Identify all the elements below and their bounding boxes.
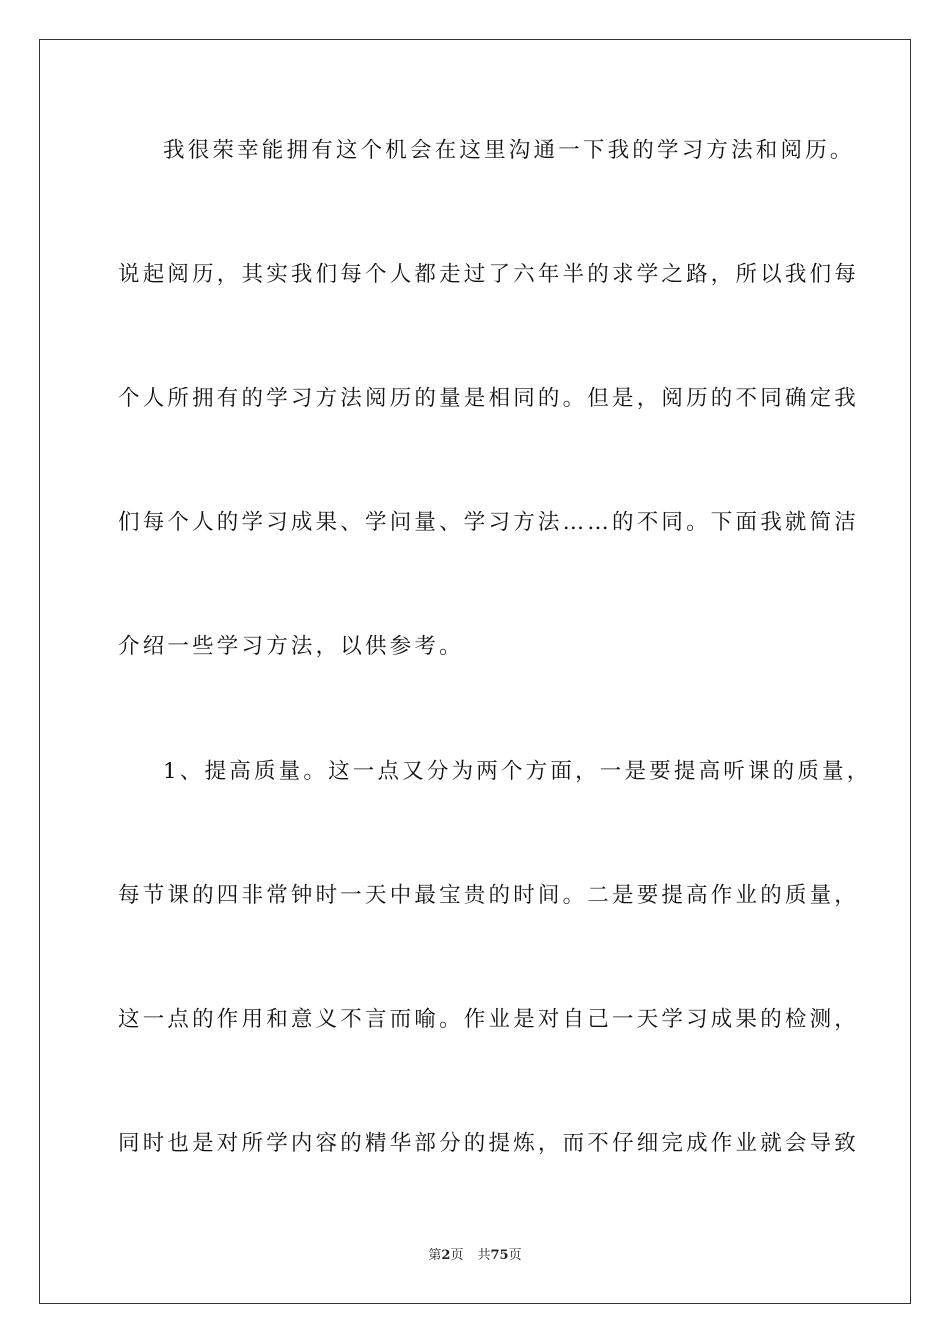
page-border xyxy=(39,39,911,1304)
total-pages: 75 xyxy=(490,1248,509,1263)
paragraph-line-5: 介绍一些学习方法，以供参考。 xyxy=(118,634,464,659)
total-suffix: 页 xyxy=(508,1248,522,1263)
page-footer xyxy=(0,1247,950,1265)
paragraph-line-4: 们每个人的学习成果、学问量、学习方法……的不同。下面我就简洁 xyxy=(118,510,860,535)
paragraph-line-7: 每节课的四非常钟时一天中最宝贵的时间。二是要提高作业的质量， xyxy=(118,883,860,908)
paragraph-line-2: 说起阅历，其实我们每个人都走过了六年半的求学之路，所以我们每 xyxy=(118,262,860,287)
page-prefix: 第 xyxy=(428,1248,442,1263)
page-suffix: 页 xyxy=(450,1248,464,1263)
paragraph-line-1: 我很荣幸能拥有这个机会在这里沟通一下我的学习方法和阅历。 xyxy=(163,138,855,163)
page-number: 2 xyxy=(441,1248,451,1263)
paragraph-line-9: 同时也是对所学内容的精华部分的提炼，而不仔细完成作业就会导致 xyxy=(118,1131,860,1156)
paragraph-line-6: 1、提高质量。这一点又分为两个方面，一是要提高听课的质量， xyxy=(163,759,872,784)
total-prefix: 共 xyxy=(477,1248,491,1263)
paragraph-line-8: 这一点的作用和意义不言而喻。作业是对自己一天学习成果的检测， xyxy=(118,1007,860,1032)
paragraph-line-3: 个人所拥有的学习方法阅历的量是相同的。但是，阅历的不同确定我 xyxy=(118,386,860,411)
